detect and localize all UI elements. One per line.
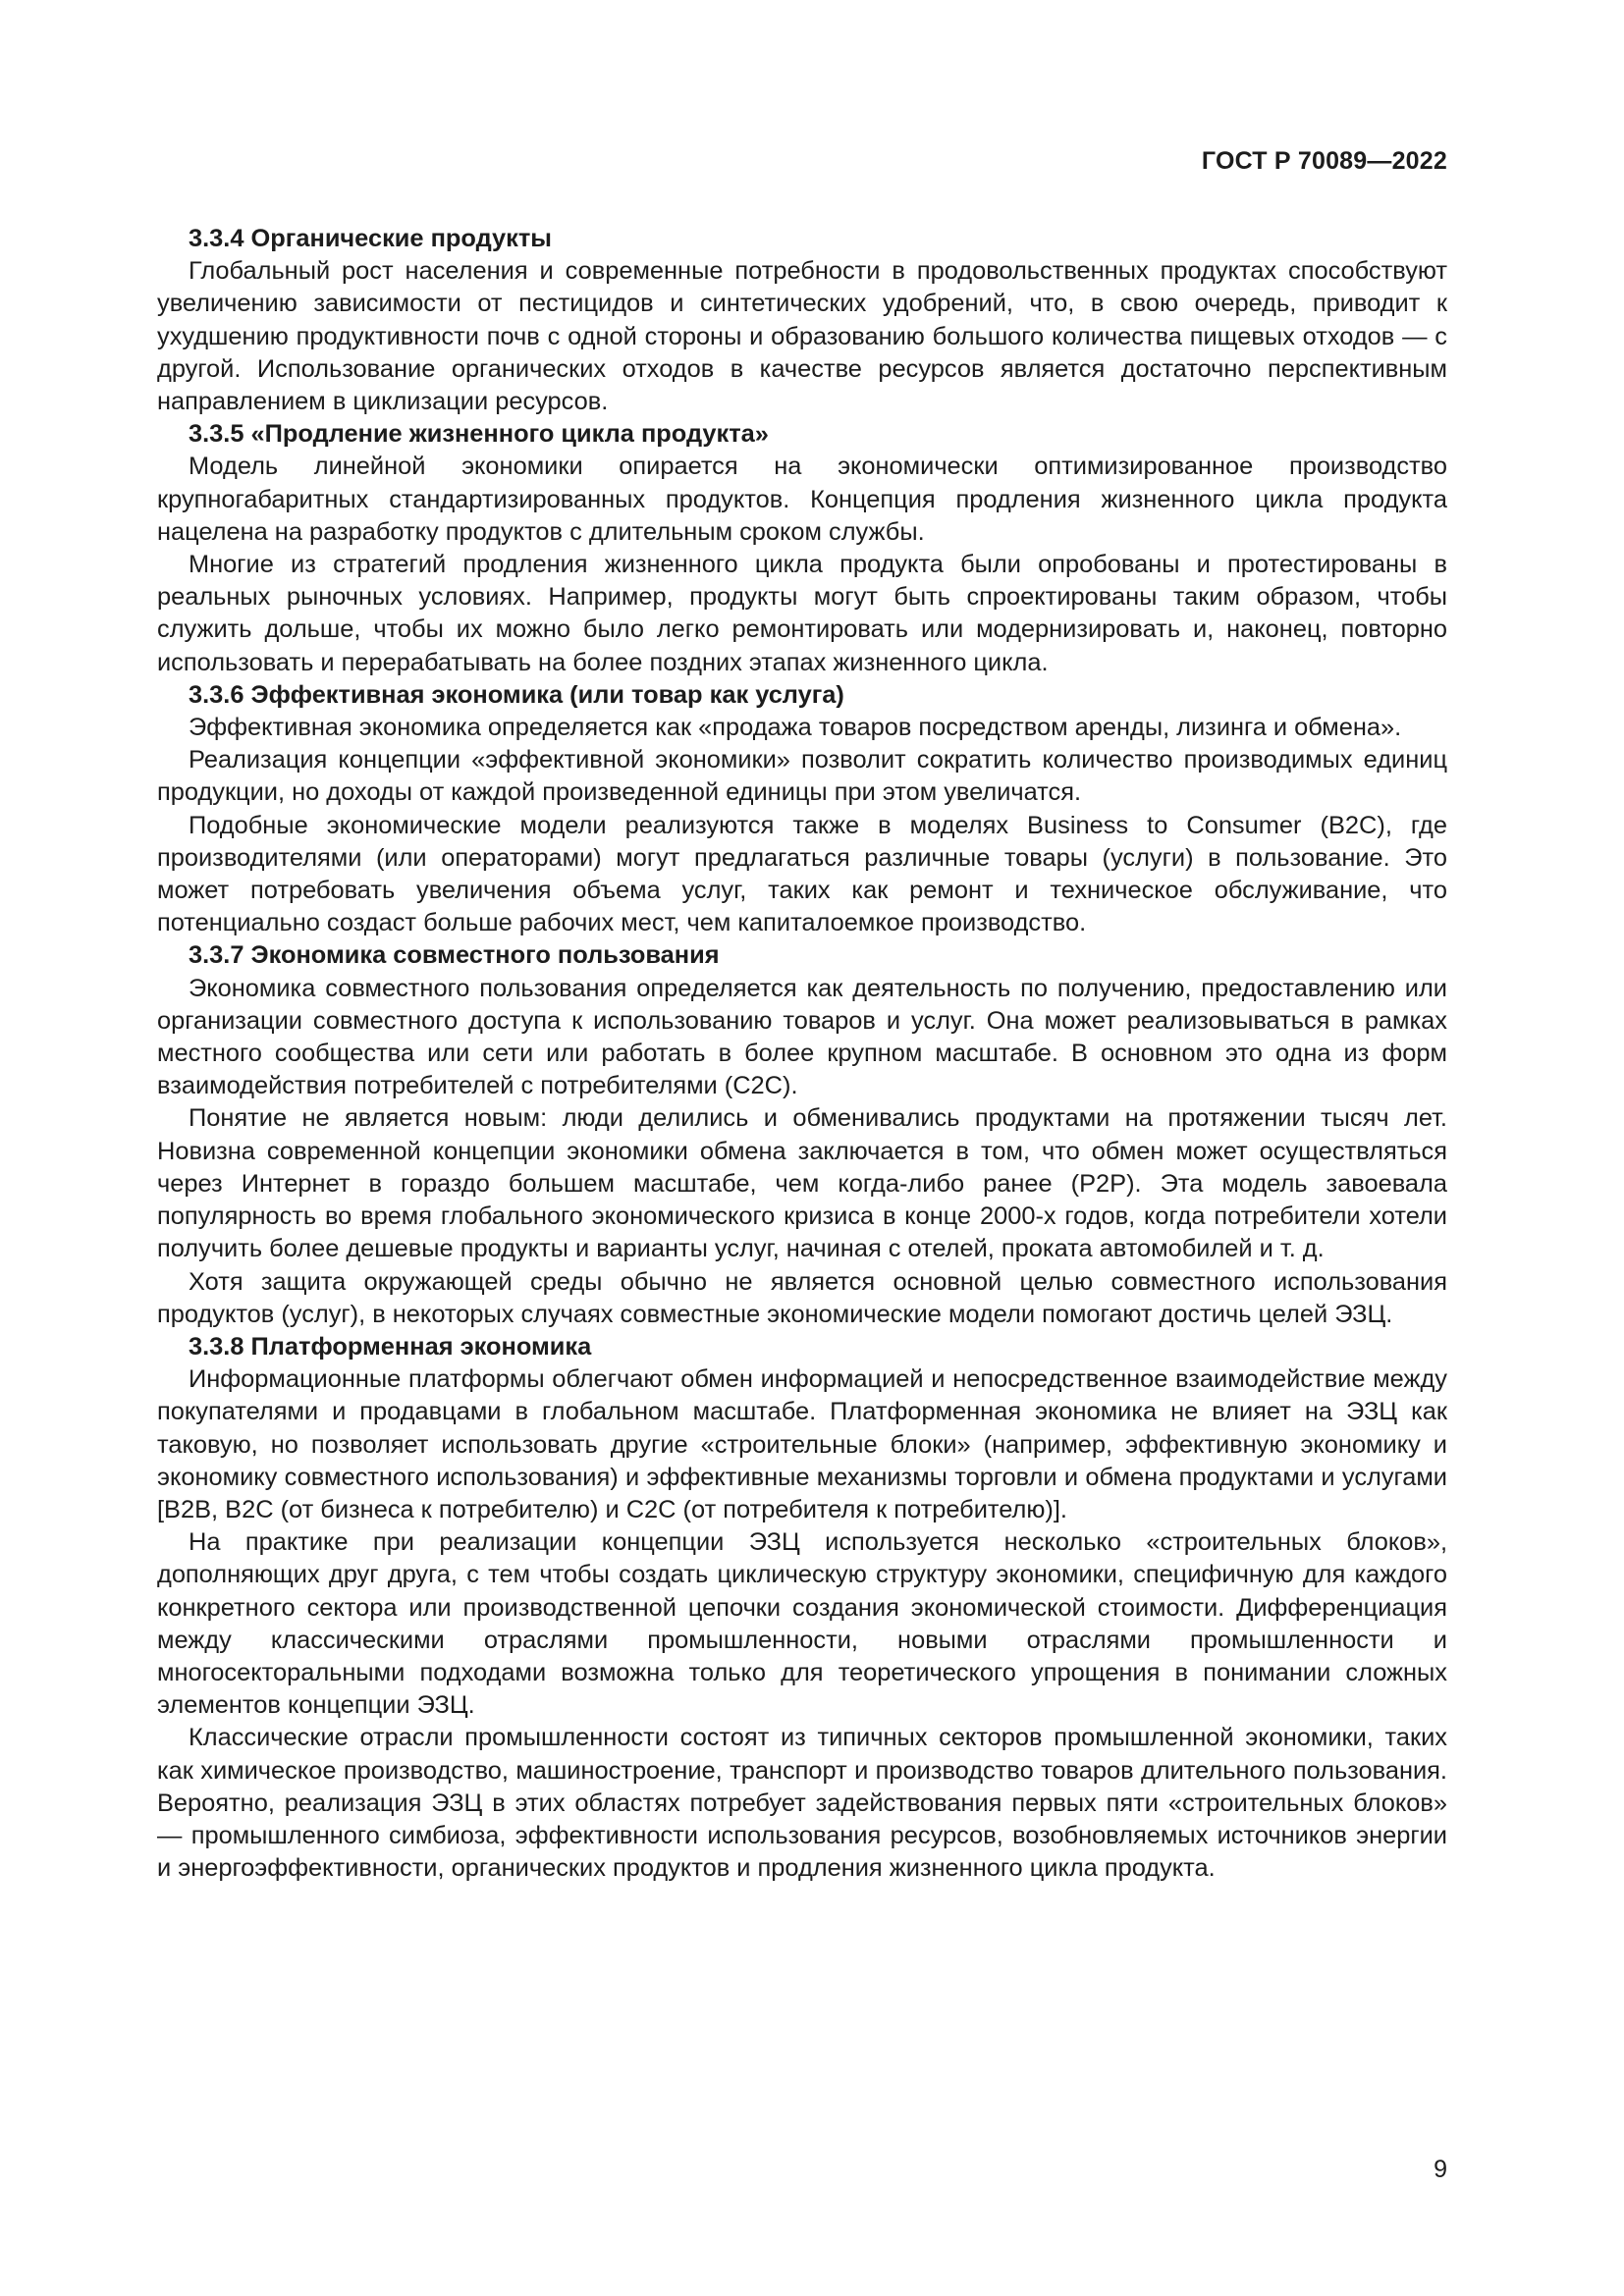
- paragraph: Многие из стратегий продления жизненного цикла продукта были опробованы и протестированы в реальных рыночных условиях. Например, продукты могут быть спроектированы таким образом, чтобы служить дольше, чтобы их можно было легко ремонтировать или модернизировать и, наконец, повторно использовать и перерабатывать на более поздних этапах жизненного цикла.: [157, 551, 1447, 676]
- section-heading: 3.3.7 Экономика совместного пользования: [189, 941, 720, 970]
- paragraph: Экономика совместного пользования определяется как деятельность по получению, предоставлению или организации совместного доступа к использованию товаров и услуг. Она может реализовываться в рамках местного сообщества или сети или работать в более крупном масштабе. В основном это одна из форм взаимодействия потребителей с потребителями (C2C).: [157, 974, 1447, 1100]
- paragraph: Хотя защита окружающей среды обычно не является основной целью совместного использования продуктов (услуг), в некоторых случаях совместные экономические модели помогают достичь целей ЭЗЦ.: [157, 1267, 1447, 1328]
- document-code: ГОСТ Р 70089—2022: [1201, 147, 1447, 175]
- section-heading: 3.3.4 Органические продукты: [189, 225, 552, 252]
- document-body: [157, 223, 1447, 1885]
- paragraph: Понятие не является новым: люди делились и обменивались продуктами на протяжении тысяч лет. Новизна современной концепции экономики обмена заключается в том, что обмен может осуществляться через Интернет в гораздо большем масштабе, чем когда-либо ранее (P2P). Эта модель завоевала популярность во время глобального экономического кризиса в конце 2000-х годов, когда потребители хотели получить более дешевые продукты и варианты услуг, начиная с отелей, проката автомобилей и т. д.: [157, 1104, 1447, 1263]
- paragraph: Эффективная экономика определяется как «продажа товаров посредством аренды, лизинга и обмена».: [189, 714, 1402, 742]
- paragraph: На практике при реализации концепции ЭЗЦ используется несколько «строительных блоков», дополняющих друг друга, с тем чтобы создать циклическую структуру экономики, специфичную для каждого конкретного сектора или производственной цепочки создания экономической стоимости. Дифференциация между классическими отраслями промышленности, новыми отраслями промышленности и многосекторальными подходами возможна только для теоретического упрощения в понимании сложных элементов концепции ЭЗЦ.: [157, 1528, 1447, 1720]
- paragraph: Реализация концепции «эффективной экономики» позволит сократить количество производимых единиц продукции, но доходы от каждой произведенной единицы при этом увеличатся.: [157, 746, 1447, 807]
- paragraph: Подобные экономические модели реализуются также в моделях Business to Consumer (B2C), где производителями (или операторами) могут предлагаться различные товары (услуги) в пользование. Это может потребовать увеличения объема услуг, таких как ремонт и техническое обслуживание, что потенциально создаст больше рабочих мест, чем капиталоемкое производство.: [157, 811, 1447, 937]
- paragraph: Информационные платформы облегчают обмен информацией и непосредственное взаимодействие между покупателями и продавцами в глобальном масштабе. Платформенная экономика не влияет на ЭЗЦ как таковую, но позволяет использовать другие «строительные блоки» (например, эффективную экономику и экономику совместного использования) и эффективные механизмы торговли и обмена продуктами и услугами [B2B, B2C (от бизнеса к потребителю) и C2C (от потребителя к потребителю)].: [157, 1365, 1447, 1523]
- page-number: 9: [1434, 2156, 1447, 2183]
- section-heading: 3.3.5 «Продление жизненного цикла продукта»: [189, 420, 769, 449]
- section-heading: 3.3.8 Платформенная экономика: [189, 1332, 592, 1361]
- paragraph: Модель линейной экономики опирается на экономически оптимизированное производство крупногабаритных стандартизированных продуктов. Концепция продления жизненного цикла продукта нацелена на разработку продуктов с длительным сроком службы.: [157, 453, 1447, 546]
- paragraph: Глобальный рост населения и современные потребности в продовольственных продуктах способствуют увеличению зависимости от пестицидов и синтетических удобрений, что, в свою очередь, приводит к ухудшению продуктивности почв с одной стороны и образованию большого количества пищевых отходов — с другой. Использование органических отходов в качестве ресурсов является достаточно перспективным направлением в циклизации ресурсов.: [157, 257, 1447, 416]
- section-heading: 3.3.6 Эффективная экономика (или товар как услуга): [189, 680, 844, 709]
- paragraph: Классические отрасли промышленности состоят из типичных секторов промышленной экономики, таких как химическое производство, машиностроение, транспорт и производство товаров длительного пользования. Вероятно, реализация ЭЗЦ в этих областях потребует задействования первых пяти «строительных блоков» — промышленного симбиоза, эффективности использования ресурсов, возобновляемых источников энергии и энергоэффективности, органических продуктов и продления жизненного цикла продукта.: [157, 1724, 1447, 1883]
